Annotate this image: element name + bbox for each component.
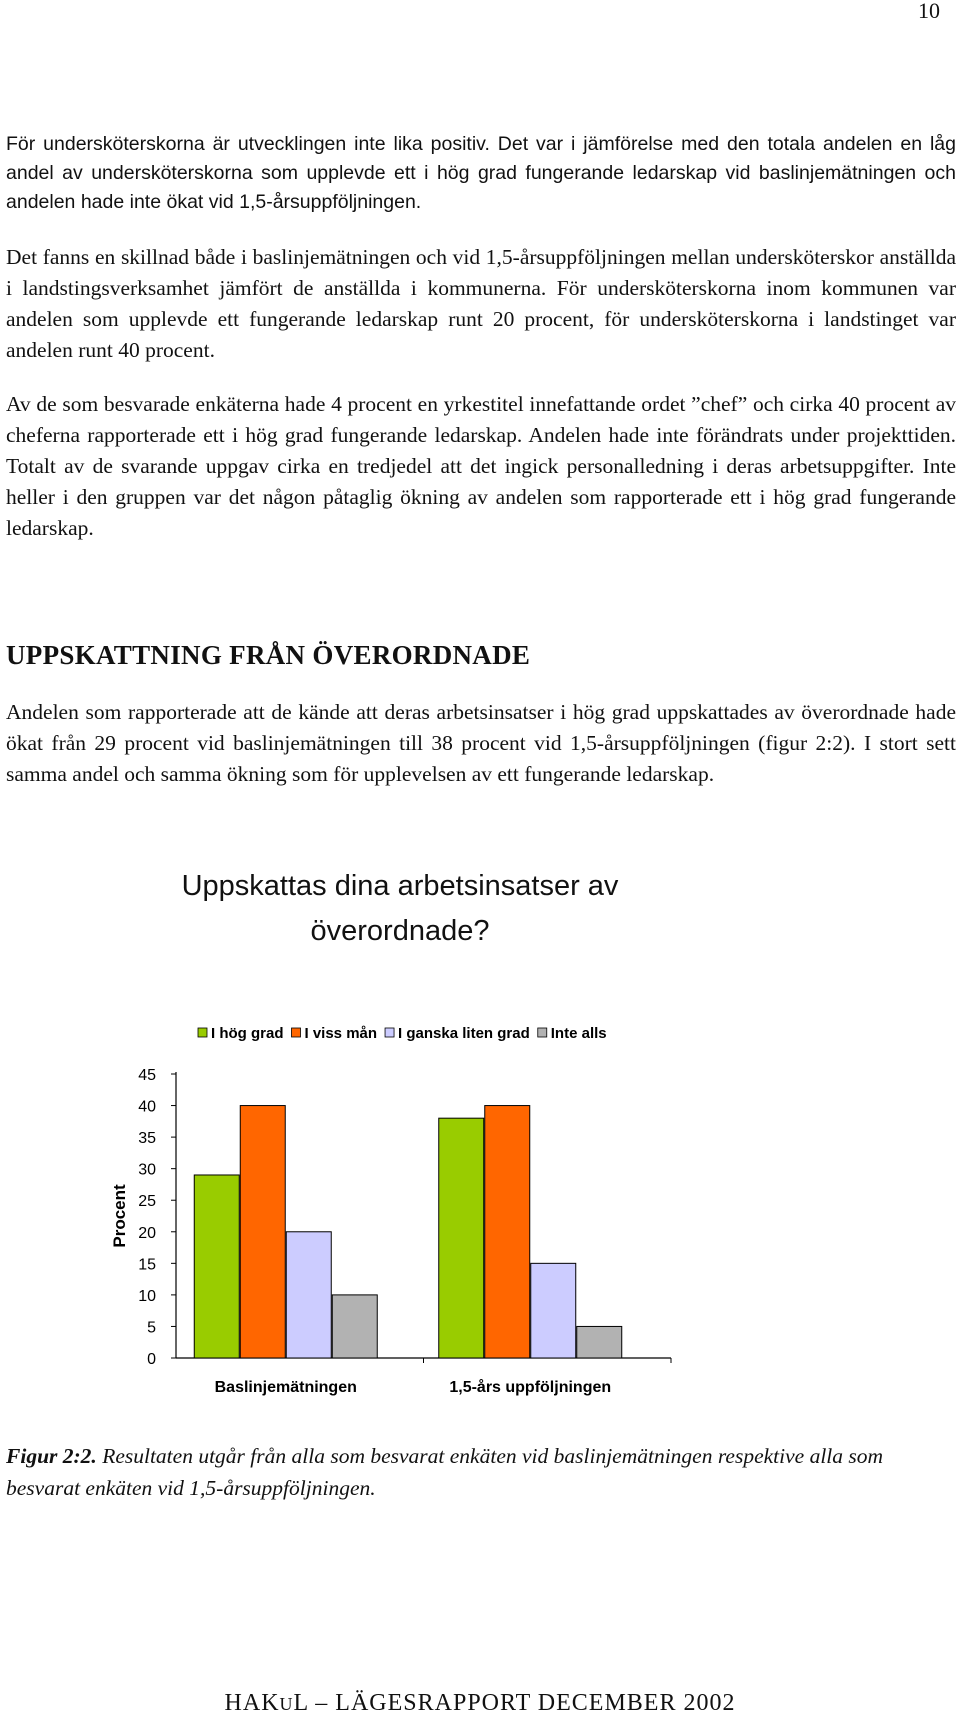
legend-label: Inte alls xyxy=(550,1025,607,1042)
bar-1-2 xyxy=(439,1118,484,1358)
section-paragraph: Andelen som rapporterade att de kände att deras arbetsinsatser i hög grad uppskattades av överordnade hade ökat från 29 procent vid baslinjemätningen till 38 procent vid 1,5-årsuppföljningen (figur 2:2). I stort sett samma andel och samma ökning som för upplevelsen av ett fungerande ledarskap. xyxy=(6,700,956,786)
paragraph-3: Av de som besvarade enkäterna hade 4 procent en yrkestitel innefattande ordet ”chef” och cirka 40 procent av cheferna rapporterade ett i hög grad fungerande ledarskap. Andelen hade inte förändrats under projekttiden. Totalt av de svarande uppgav cirka en tredjedel att det ingick personalledning i deras arbetsuppgifter. Inte heller i den gruppen var det någon påtaglig ökning av andelen som rapporterade ett i hög grad fungerande ledarskap. xyxy=(6,392,956,540)
y-tick-label: 30 xyxy=(138,1161,156,1179)
y-axis-label: Procent xyxy=(110,1184,129,1248)
footer-part-3: L – LÄGESRAPPORT DECEMBER 2002 xyxy=(293,1690,736,1716)
legend-label: I ganska liten grad xyxy=(398,1025,530,1042)
caption-text: Resultaten utgår från alla som besvarat enkäten vid baslinjemätningen respektive alla som besvarat enkäten vid 1,5-årsuppföljningen. xyxy=(6,1444,884,1500)
legend-label: I viss mån xyxy=(304,1025,378,1042)
footer xyxy=(0,1690,960,1717)
bar-3-2 xyxy=(531,1263,576,1358)
x-tick-label: Baslinjemätningen xyxy=(214,1379,357,1396)
page-number: 10 xyxy=(918,0,940,23)
y-tick-label: 15 xyxy=(138,1256,156,1274)
paragraph-1: För undersköterskorna är utvecklingen inte lika positiv. Det var i jämförelse med den totala andelen en låg andel av undersköterskorna som upplevde ett i hög grad fungerande ledarskap vid baslinjemätningen och andelen hade inte ökat vid 1,5-årsuppföljningen. xyxy=(6,133,956,213)
y-tick-label: 10 xyxy=(138,1287,156,1305)
bar-4-1 xyxy=(332,1295,377,1358)
legend-swatch xyxy=(198,1028,207,1037)
y-tick-label: 0 xyxy=(147,1351,156,1368)
footer-part-1: HAK xyxy=(224,1690,280,1716)
y-tick-label: 45 xyxy=(138,1067,156,1084)
bar-3-1 xyxy=(286,1232,331,1358)
figure-caption xyxy=(6,1440,956,1504)
legend-label: I hög grad xyxy=(211,1025,284,1042)
bar-2-2 xyxy=(485,1106,530,1358)
x-tick-label: 1,5-års uppföljningen xyxy=(449,1379,612,1396)
y-tick-label: 20 xyxy=(138,1224,156,1242)
y-tick-label: 35 xyxy=(138,1130,156,1148)
bar-1-1 xyxy=(194,1175,239,1358)
legend-swatch xyxy=(292,1028,301,1037)
y-tick-label: 25 xyxy=(138,1193,156,1211)
bar-2-1 xyxy=(240,1106,285,1358)
footer-part-2: U xyxy=(279,1694,294,1714)
chart-title: Uppskattas dina arbetsinsatser av överordnade? xyxy=(181,870,619,947)
section-heading: UPPSKATTNING FRÅN ÖVERORDNADE xyxy=(6,640,531,670)
legend-swatch xyxy=(385,1028,394,1037)
y-tick-label: 40 xyxy=(138,1098,156,1116)
y-tick-label: 5 xyxy=(147,1319,156,1337)
legend-swatch xyxy=(538,1028,547,1037)
paragraph-2: Det fanns en skillnad både i baslinjemätningen och vid 1,5-årsuppföljningen mellan undersköterskor anställda i landstingsverksamhet jämfört de anställda i kommunerna. För undersköterskorna inom kommunen var andelen som upplevde ett fungerande ledarskap runt 20 procent, för undersköterskorna i landstinget var andelen runt 40 procent. xyxy=(6,245,956,362)
bar-4-2 xyxy=(577,1326,622,1358)
caption-label: Figur 2:2. xyxy=(6,1444,97,1468)
